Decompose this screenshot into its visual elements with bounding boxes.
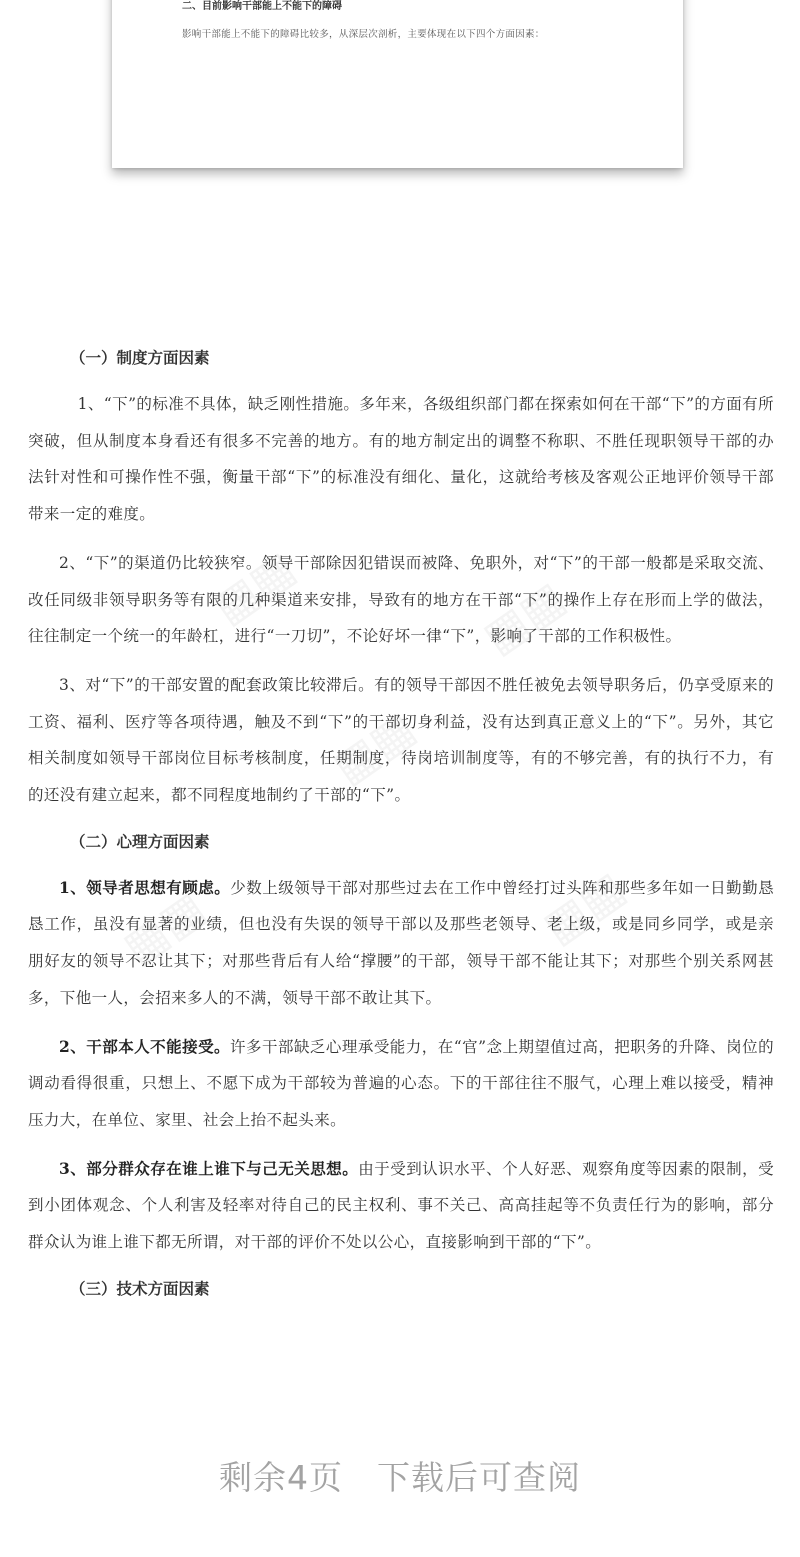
paragraph (28, 1029, 774, 1139)
paragraph-text: 1、“下”的标准不具体，缺乏刚性措施。多年来，各级组织部门都在探索如何在干部“下”的方面有所突破，但从制度本身看还有很多不完善的地方。有的地方制定出的调整不称职、不胜任现职领导干部的办法针对性和可操作性不强，衡量干部“下”的标准没有细化、量化，这就给考核及客观公正地评价领导干部带来一定的难度。 (28, 395, 774, 524)
paragraph-lead: 2、干部本人不能接受。 (59, 1036, 231, 1056)
paragraph (28, 1151, 774, 1261)
paragraph-text: 由于受到认识水平、个人好恶、观察角度等因素的限制，受到小团体观念、个人利害及轻率对待自己的民主权利、事不关己、高高挂起等不负责任行为的影响，部分群众认为谁上谁下都无所谓，对干部的评价不处以公心，直接影响到干部的“下”。 (28, 1159, 774, 1252)
section-heading: （二）心理方面因素 (70, 831, 210, 851)
paragraph-text: 许多干部缺乏心理承受能力，在“官”念上期望值过高，把职务的升降、岗位的调动看得很重，只想上、不愿下成为干部较为普遍的心态。下的干部往往不服气，心理上难以接受，精神压力大，在单位、家里、社会上抬不起头来。 (28, 1037, 774, 1129)
document-preview-card (112, 0, 683, 168)
section-heading: （三）技术方面因素 (70, 1278, 210, 1298)
paragraph-lead: 3、部分群众存在谁上谁下与己无关思想。 (59, 1158, 359, 1178)
paragraph-text: 少数上级领导干部对那些过去在工作中曾经打过头阵和那些多年如一日勤勤恳恳工作，虽没有显著的业绩，但也没有失误的领导干部以及那些老领导、老上级，或是同乡同学，或是亲朋好友的领导不忍让其下；对那些背后有人给“撑腰”的干部，领导干部不能让其下；对那些个别关系网甚多，下他一人，会招来多人的不满，领导干部不敢让其下。 (28, 878, 775, 1007)
paragraph-lead: 1、领导者思想有顾虑。 (59, 877, 231, 897)
download-prompt[interactable]: 剩余4页 下载后可查阅 (219, 1458, 581, 1497)
paragraph (28, 870, 774, 1017)
preview-text: 影响干部能上不能下的障碍比较多，从深层次剖析，主要体现在以下四个方面因素： (182, 29, 545, 40)
paragraph (28, 545, 774, 655)
section-heading: （一）制度方面因素 (70, 348, 210, 367)
paragraph-text: 2、“下”的渠道仍比较狭窄。领导干部除因犯错误而被降、免职外，对“下”的干部一般都是采取交流、改任同级非领导职务等有限的几种渠道来安排，导致有的地方在干部“下”的操作上存在形而上学的做法，往往制定一个统一的年龄杠，进行“一刀切”，不论好坏一律“下”，影响了干部的工作积极性。 (28, 553, 774, 646)
paragraph-text: 3、对“下”的干部安置的配套政策比较滞后。有的领导干部因不胜任被免去领导职务后，仍享受原来的工资、福利、医疗等各项待遇，触及不到“下”的干部切身利益，没有达到真正意义上的“下”。另外，其它相关制度如领导干部岗位目标考核制度，任期制度，待岗培训制度等，有的不够完善，有的执行不力，有的还没有建立起来，都不同程度地制约了干部的“下”。 (28, 675, 774, 805)
paragraph (28, 386, 774, 533)
paragraph (28, 667, 774, 814)
document-body (28, 340, 774, 1307)
preview-heading: 二、目前影响干部能上不能下的障碍 (182, 1, 342, 12)
